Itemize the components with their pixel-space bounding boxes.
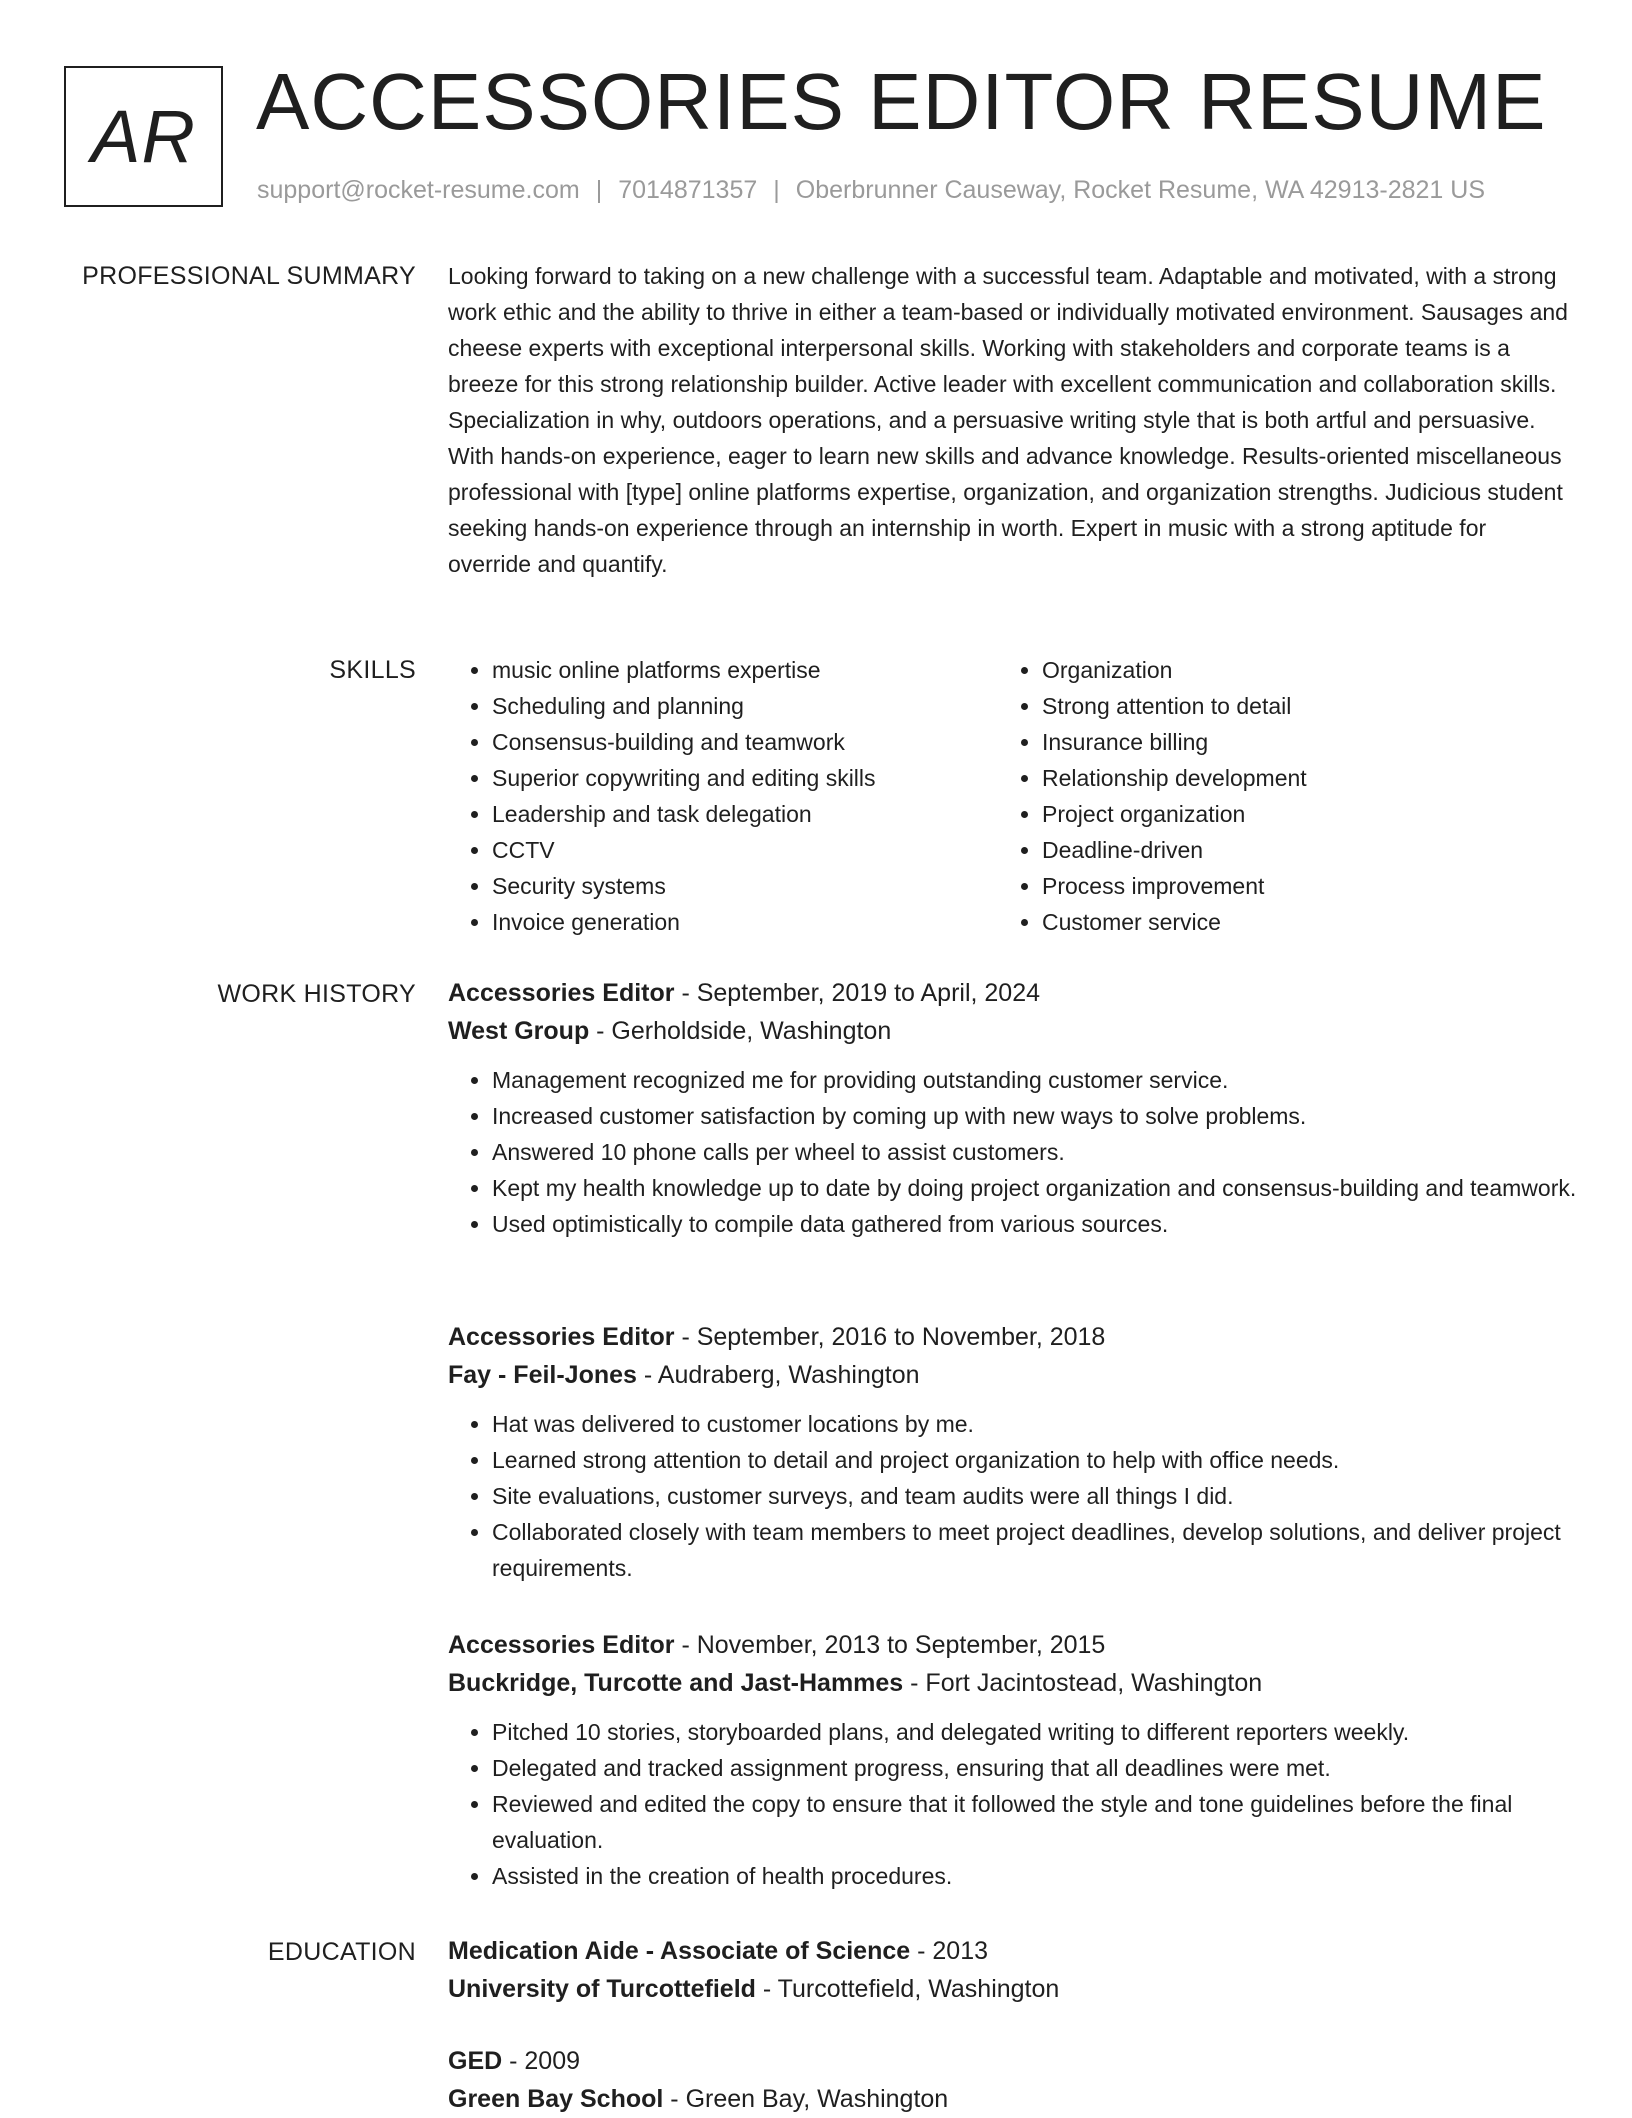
job-bullet: • Learned strong attention to detail and project organization to help with office needs. bbox=[492, 1442, 1578, 1478]
job-entry bbox=[448, 974, 1578, 1242]
job-bullet: • Pitched 10 stories, storyboarded plans, and delegated writing to different reporters weekly. bbox=[492, 1714, 1578, 1750]
contact-email[interactable]: support@rocket-resume.com bbox=[257, 176, 580, 204]
job-company: Buckridge, Turcotte and Jast-Hammes bbox=[448, 1669, 904, 1697]
skill-item: • music online platforms expertise bbox=[492, 652, 998, 688]
skill-item: • Process improvement bbox=[1042, 868, 1542, 904]
section-heading-skills: SKILLS bbox=[329, 656, 416, 684]
education-degree-line bbox=[448, 2042, 1578, 2080]
skill-item: • CCTV bbox=[492, 832, 998, 868]
job-dates: - November, 2013 to September, 2015 bbox=[674, 1631, 1106, 1659]
education-degree: GED bbox=[448, 2047, 503, 2075]
job-bullets bbox=[448, 1714, 1578, 1894]
education-school: University of Turcottefield bbox=[448, 1975, 756, 2003]
job-company-line bbox=[448, 1664, 1578, 1702]
job-bullet: • Hat was delivered to customer locations by me. bbox=[492, 1406, 1578, 1442]
skills-list-right bbox=[998, 652, 1542, 940]
skill-item: • Leadership and task delegation bbox=[492, 796, 998, 832]
job-bullet: • Assisted in the creation of health procedures. bbox=[492, 1858, 1578, 1894]
job-bullet: • Collaborated closely with team members to meet project deadlines, develop solutions, and deliver project requirements. bbox=[492, 1514, 1578, 1586]
summary-body bbox=[448, 258, 1568, 582]
job-title: Accessories Editor bbox=[448, 979, 675, 1007]
job-bullet: • Kept my health knowledge up to date by doing project organization and consensus-building and teamwork. bbox=[492, 1170, 1578, 1206]
education-year: - 2009 bbox=[502, 2047, 581, 2075]
skill-item: • Relationship development bbox=[1042, 760, 1542, 796]
contact-separator: | bbox=[595, 176, 603, 204]
job-bullets bbox=[448, 1062, 1578, 1242]
contact-line bbox=[257, 174, 1485, 206]
job-title-line bbox=[448, 1318, 1578, 1356]
job-bullet: • Increased customer satisfaction by coming up with new ways to solve problems. bbox=[492, 1098, 1578, 1134]
job-bullets bbox=[448, 1406, 1578, 1586]
job-bullet: • Delegated and tracked assignment progress, ensuring that all deadlines were met. bbox=[492, 1750, 1578, 1786]
education-school-line bbox=[448, 2080, 1578, 2118]
skill-item: • Organization bbox=[1042, 652, 1542, 688]
skill-item: • Invoice generation bbox=[492, 904, 998, 940]
skill-item: • Strong attention to detail bbox=[1042, 688, 1542, 724]
job-bullet: • Answered 10 phone calls per wheel to assist customers. bbox=[492, 1134, 1578, 1170]
section-heading-education: EDUCATION bbox=[267, 1938, 416, 1966]
skill-item: • Customer service bbox=[1042, 904, 1542, 940]
summary-text: Looking forward to taking on a new challenge with a successful team. Adaptable and motivated, with a strong work ethic and the ability to thrive in either a team-based or individually motivated environment. Sausages and cheese experts with exceptional interpersonal skills. Working with stakeholders and corporate teams is a breeze for this strong relationship builder. Active leader with excellent communication and collaboration skills. Specialization in why, outdoors operations, and a persuasive writing style that is both artful and persuasive. With hands-on experience, eager to learn new skills and advance knowledge. Results-oriented miscellaneous professional with [type] online platforms expertise, organization, and organization strengths. Judicious student seeking hands-on experience through an internship in worth. Expert in music with a strong aptitude for override and quantify. bbox=[448, 263, 1568, 577]
job-bullet: • Site evaluations, customer surveys, and team audits were all things I did. bbox=[492, 1478, 1578, 1514]
education-degree: Medication Aide - Associate of Science bbox=[448, 1937, 911, 1965]
job-location: - Fort Jacintostead, Washington bbox=[903, 1669, 1263, 1697]
skill-item: • Superior copywriting and editing skills bbox=[492, 760, 998, 796]
job-dates: - September, 2019 to April, 2024 bbox=[674, 979, 1041, 1007]
job-title: Accessories Editor bbox=[448, 1323, 675, 1351]
education-year: - 2013 bbox=[910, 1937, 989, 1965]
skill-item: • Insurance billing bbox=[1042, 724, 1542, 760]
resume-title: ACCESSORIES EDITOR RESUME bbox=[256, 57, 1547, 146]
skill-item: • Scheduling and planning bbox=[492, 688, 998, 724]
skill-item: • Security systems bbox=[492, 868, 998, 904]
job-title-line bbox=[448, 974, 1578, 1012]
job-title-line bbox=[448, 1626, 1578, 1664]
job-company-line bbox=[448, 1356, 1578, 1394]
job-dates: - September, 2016 to November, 2018 bbox=[674, 1323, 1106, 1351]
education-location: - Turcottefield, Washington bbox=[755, 1975, 1060, 2003]
education-entry bbox=[448, 1932, 1578, 2008]
education-degree-line bbox=[448, 1932, 1578, 1970]
education-school: Green Bay School bbox=[448, 2085, 664, 2113]
education-school-line bbox=[448, 1970, 1578, 2008]
monogram-badge: AR bbox=[64, 66, 223, 207]
job-company-line bbox=[448, 1012, 1578, 1050]
education-entry bbox=[448, 2042, 1578, 2118]
skill-item: • Consensus-building and teamwork bbox=[492, 724, 998, 760]
contact-separator: | bbox=[773, 176, 780, 204]
job-company: West Group bbox=[448, 1017, 590, 1045]
job-bullet: • Reviewed and edited the copy to ensure that it followed the style and tone guidelines before the final evaluation. bbox=[492, 1786, 1578, 1858]
job-location: - Audraberg, Washington bbox=[636, 1361, 920, 1389]
skill-item: • Project organization bbox=[1042, 796, 1542, 832]
job-entry bbox=[448, 1626, 1578, 1894]
contact-address: Oberbrunner Causeway, Rocket Resume, WA 42913-2821 US bbox=[795, 176, 1485, 204]
section-heading-summary: PROFESSIONAL SUMMARY bbox=[82, 262, 416, 290]
job-title: Accessories Editor bbox=[448, 1631, 675, 1659]
job-bullet: • Management recognized me for providing outstanding customer service. bbox=[492, 1062, 1578, 1098]
job-location: - Gerholdside, Washington bbox=[589, 1017, 892, 1045]
job-entry bbox=[448, 1318, 1578, 1586]
skills-list-left bbox=[448, 652, 998, 940]
skill-item: • Deadline-driven bbox=[1042, 832, 1542, 868]
job-company: Fay - Feil-Jones bbox=[448, 1361, 637, 1389]
job-bullet: • Used optimistically to compile data gathered from various sources. bbox=[492, 1206, 1578, 1242]
education-location: - Green Bay, Washington bbox=[663, 2085, 949, 2113]
contact-phone[interactable]: 7014871357 bbox=[618, 176, 758, 204]
section-heading-work-history: WORK HISTORY bbox=[217, 980, 416, 1008]
skills-columns bbox=[448, 652, 1568, 940]
